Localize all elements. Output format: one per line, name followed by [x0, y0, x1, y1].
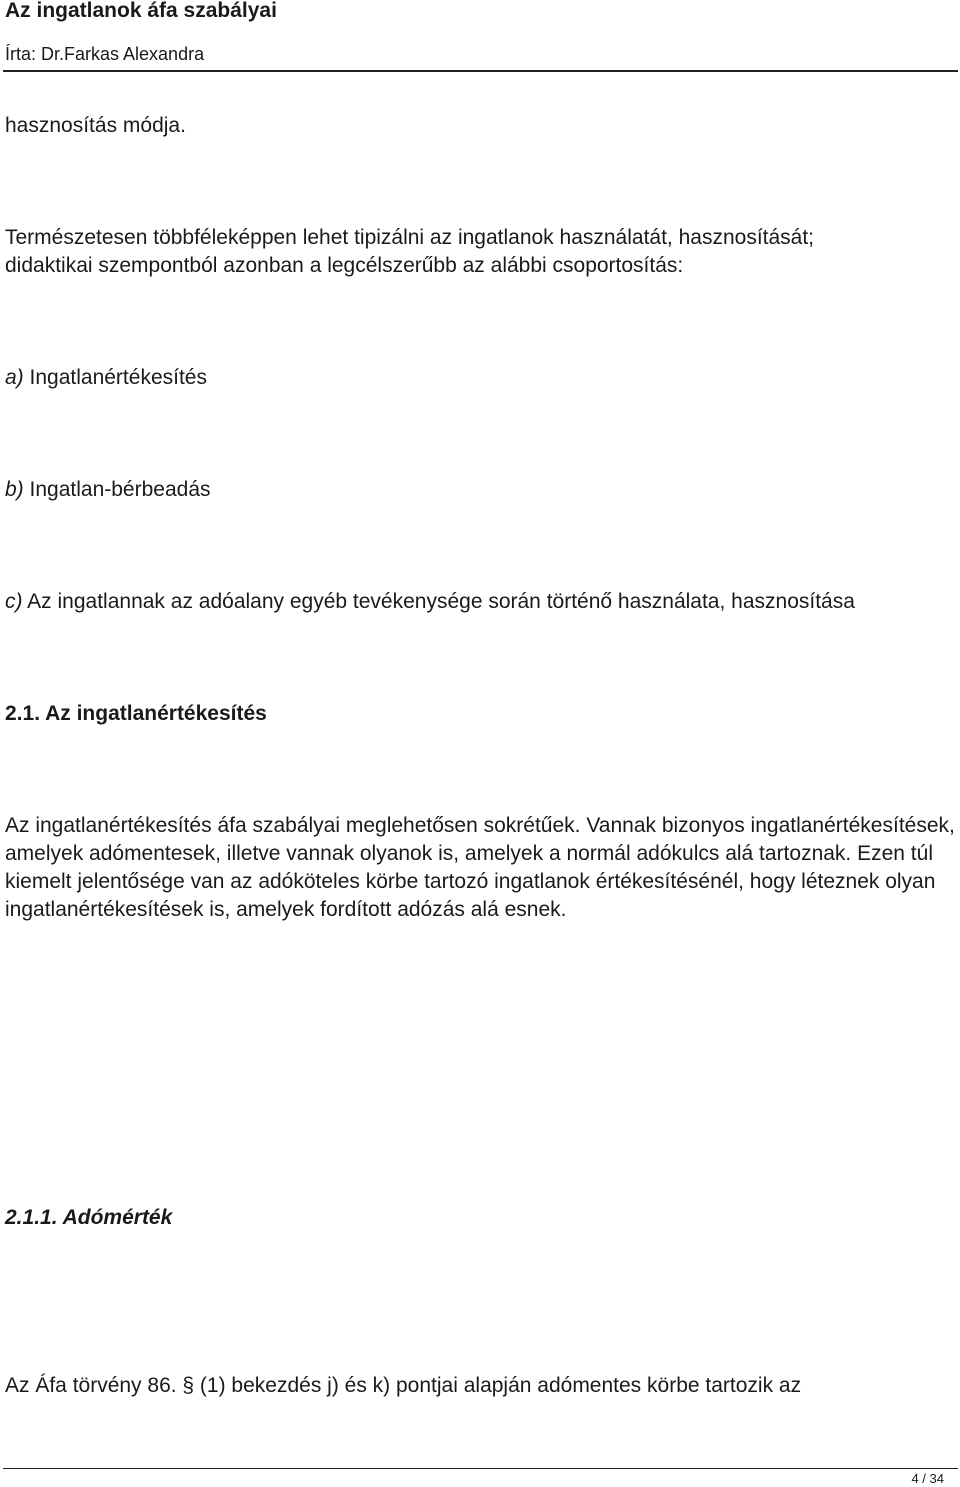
list-text-c: Az ingatlannak az adóalany egyéb tevékenysége során történő használata, hasznosítása — [22, 590, 855, 613]
document-title: Az ingatlanok áfa szabályai — [5, 0, 277, 22]
document-author: Írta: Dr.Farkas Alexandra — [5, 44, 205, 64]
footer-divider — [3, 1468, 958, 1469]
paragraph-text: Az ingatlanértékesítés áfa szabályai meglehetősen sokrétűek. Vannak bizonyos ingatlanértékesítések, amelyek adómentesek, illetve vannak olyanok is, amelyek a normál adókulcs alá tartoznak. Ezen túl kiemelt jelentősége van az adóköteles körbe tartozó ingatlanok értékesítésénél, hogy léteznek olyan ingatlanértékesítések is, amelyek fordított adózás alá esnek. — [5, 814, 955, 921]
section-heading-2-1-1: 2.1.1. Adómérték — [5, 1206, 173, 1229]
list-marker-a: a) — [5, 366, 24, 389]
page-number: 4 / 34 — [911, 1471, 944, 1486]
list-marker-c: c) — [5, 590, 23, 613]
intro-line-2: didaktikai szempontból azonban a legcélszerűbb az alábbi csoportosítás: — [5, 254, 684, 277]
text-line-hasznositas: hasznosítás módja. — [5, 114, 186, 137]
intro-line-1: Természetesen többféleképpen lehet tipizálni az ingatlanok használatát, hasznosítását; — [5, 226, 815, 249]
list-text-b: Ingatlan-bérbeadás — [23, 478, 211, 501]
list-item-c — [5, 588, 855, 616]
list-text-a: Ingatlanértékesítés — [23, 366, 207, 389]
list-marker-b: b) — [5, 478, 24, 501]
list-item-a — [5, 364, 207, 392]
section-heading-2-1: 2.1. Az ingatlanértékesítés — [5, 702, 267, 725]
section-2-1-paragraph — [5, 812, 957, 924]
text-line-afa-torveny: Az Áfa törvény 86. § (1) bekezdés j) és k) pontjai alapján adómentes körbe tartozik az — [5, 1374, 802, 1397]
header-divider — [3, 70, 958, 72]
list-item-b — [5, 476, 211, 504]
